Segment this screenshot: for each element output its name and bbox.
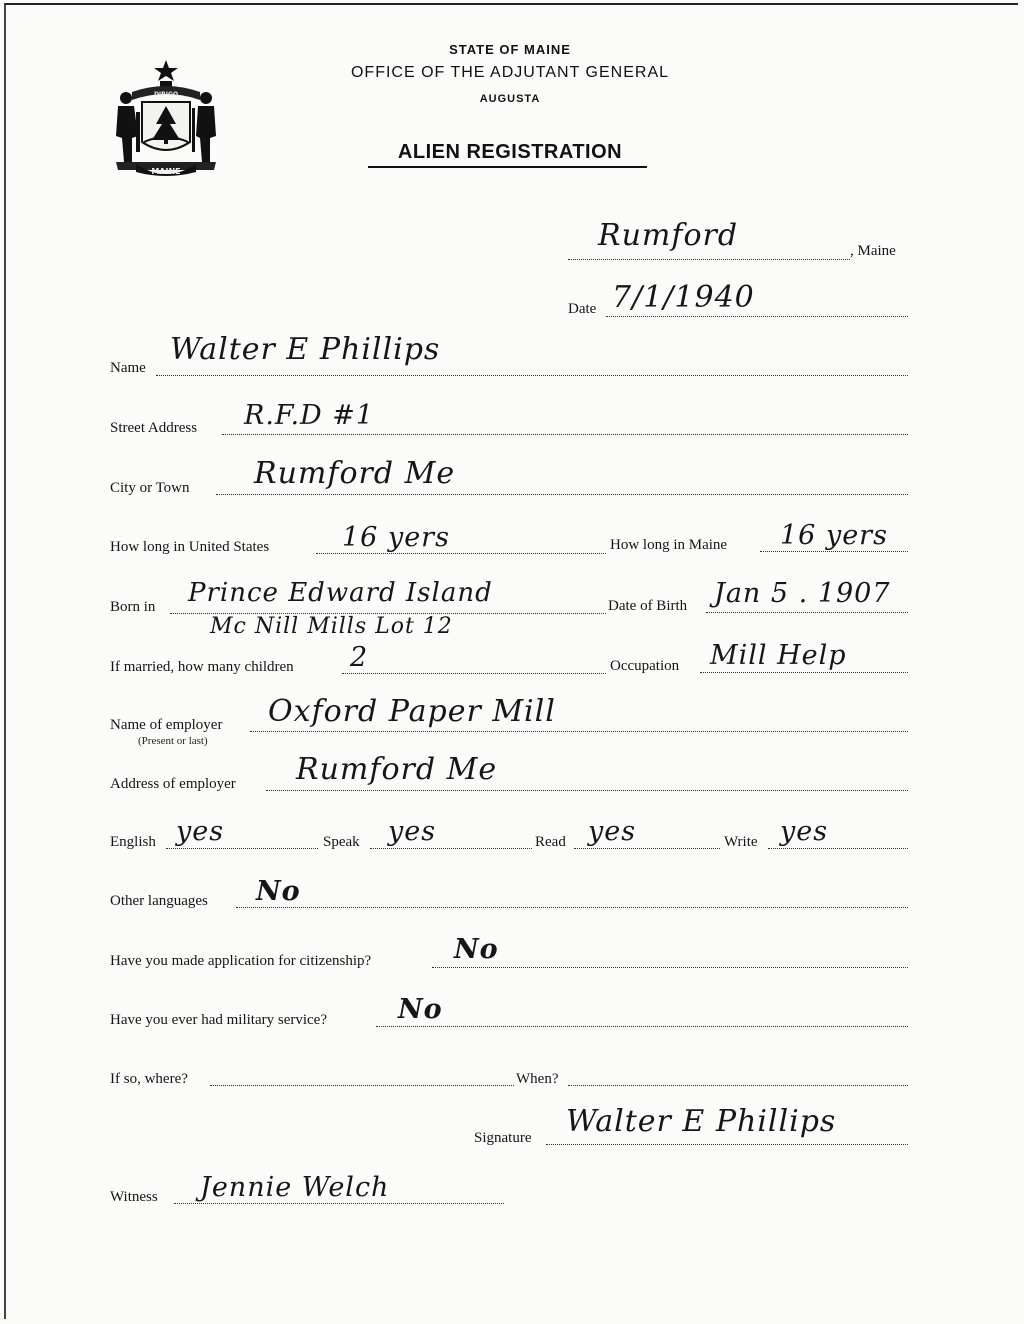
signature-label: Signature: [474, 1130, 532, 1146]
seal-motto: DIRIGO: [153, 91, 179, 98]
employer-value: Oxford Paper Mill: [268, 694, 556, 729]
header-city: AUGUSTA: [479, 93, 541, 105]
born-label: Born in: [110, 599, 156, 615]
signature-line: [546, 1144, 908, 1145]
street-label: Street Address: [110, 420, 198, 436]
where-line: [210, 1085, 514, 1086]
state-seal: [110, 58, 222, 180]
title-underline: [368, 166, 647, 168]
employer-sublabel: (Present or last): [138, 735, 208, 747]
witness-value: Jennie Welch: [200, 1172, 390, 1203]
city-label: City or Town: [110, 480, 190, 496]
occupation-line: [700, 672, 908, 673]
name-value: Walter E Phillips: [170, 332, 441, 367]
where-label: If so, where?: [110, 1071, 188, 1087]
date-label: Date: [568, 301, 597, 317]
children-value: 2: [350, 642, 369, 673]
english-label: English: [110, 834, 156, 850]
other-languages-line: [236, 907, 908, 908]
read-label: Read: [535, 834, 566, 850]
me-duration-value: 16 yers: [780, 520, 888, 551]
us-duration-value: 16 yers: [342, 522, 450, 553]
header-state: STATE OF MAINE: [449, 42, 571, 57]
children-label: If married, how many children: [110, 659, 294, 675]
signature-value: Walter E Phillips: [566, 1104, 837, 1139]
born-value: Prince Edward Island: [188, 578, 493, 608]
dob-line: [706, 612, 908, 613]
witness-line: [174, 1203, 504, 1204]
employer-address-value: Rumford Me: [296, 752, 498, 787]
dob-label: Date of Birth: [608, 598, 688, 614]
town-value: Rumford: [598, 218, 739, 253]
read-line: [574, 848, 720, 849]
employer-label: Name of employer: [110, 717, 223, 733]
born-value-line2: Mc Nill Mills Lot 12: [210, 614, 453, 639]
seal-banner: MAINE: [151, 167, 181, 176]
header-office: OFFICE OF THE ADJUTANT GENERAL: [350, 64, 670, 81]
occupation-value: Mill Help: [710, 640, 847, 671]
date-value: 7/1/1940: [612, 280, 755, 315]
town-line: [568, 259, 850, 260]
city-line: [216, 494, 908, 495]
citizenship-label: Have you made application for citizenship?: [110, 953, 372, 969]
us-duration-line: [316, 553, 606, 554]
other-languages-value: No: [256, 876, 301, 907]
name-line: [156, 375, 908, 376]
name-label: Name: [110, 360, 146, 376]
write-value: yes: [780, 816, 829, 847]
employer-address-line: [266, 790, 908, 791]
other-languages-label: Other languages: [110, 893, 208, 909]
me-duration-label: How long in Maine: [610, 537, 728, 553]
citizenship-line: [432, 967, 908, 968]
when-label: When?: [516, 1071, 559, 1087]
witness-label: Witness: [110, 1189, 158, 1205]
city-value: Rumford Me: [254, 456, 456, 491]
english-value: yes: [176, 816, 225, 847]
write-line: [768, 848, 908, 849]
military-label: Have you ever had military service?: [110, 1012, 327, 1028]
children-line: [342, 673, 606, 674]
me-duration-line: [760, 551, 908, 552]
when-line: [568, 1085, 908, 1086]
english-line: [166, 848, 318, 849]
military-line: [376, 1026, 908, 1027]
town-suffix: , Maine: [850, 243, 896, 259]
street-line: [222, 434, 908, 435]
date-line: [606, 316, 908, 317]
speak-label: Speak: [323, 834, 360, 850]
citizenship-value: No: [454, 934, 499, 965]
read-value: yes: [588, 816, 637, 847]
military-value: No: [398, 994, 443, 1025]
employer-address-label: Address of employer: [110, 776, 236, 792]
street-value: R.F.D #1: [244, 400, 375, 431]
speak-line: [370, 848, 532, 849]
form-title: ALIEN REGISTRATION: [397, 141, 623, 163]
write-label: Write: [724, 834, 758, 850]
dob-value: Jan 5 . 1907: [714, 578, 891, 609]
employer-line: [250, 731, 908, 732]
us-duration-label: How long in United States: [110, 539, 270, 555]
occupation-label: Occupation: [610, 658, 680, 674]
speak-value: yes: [388, 816, 437, 847]
